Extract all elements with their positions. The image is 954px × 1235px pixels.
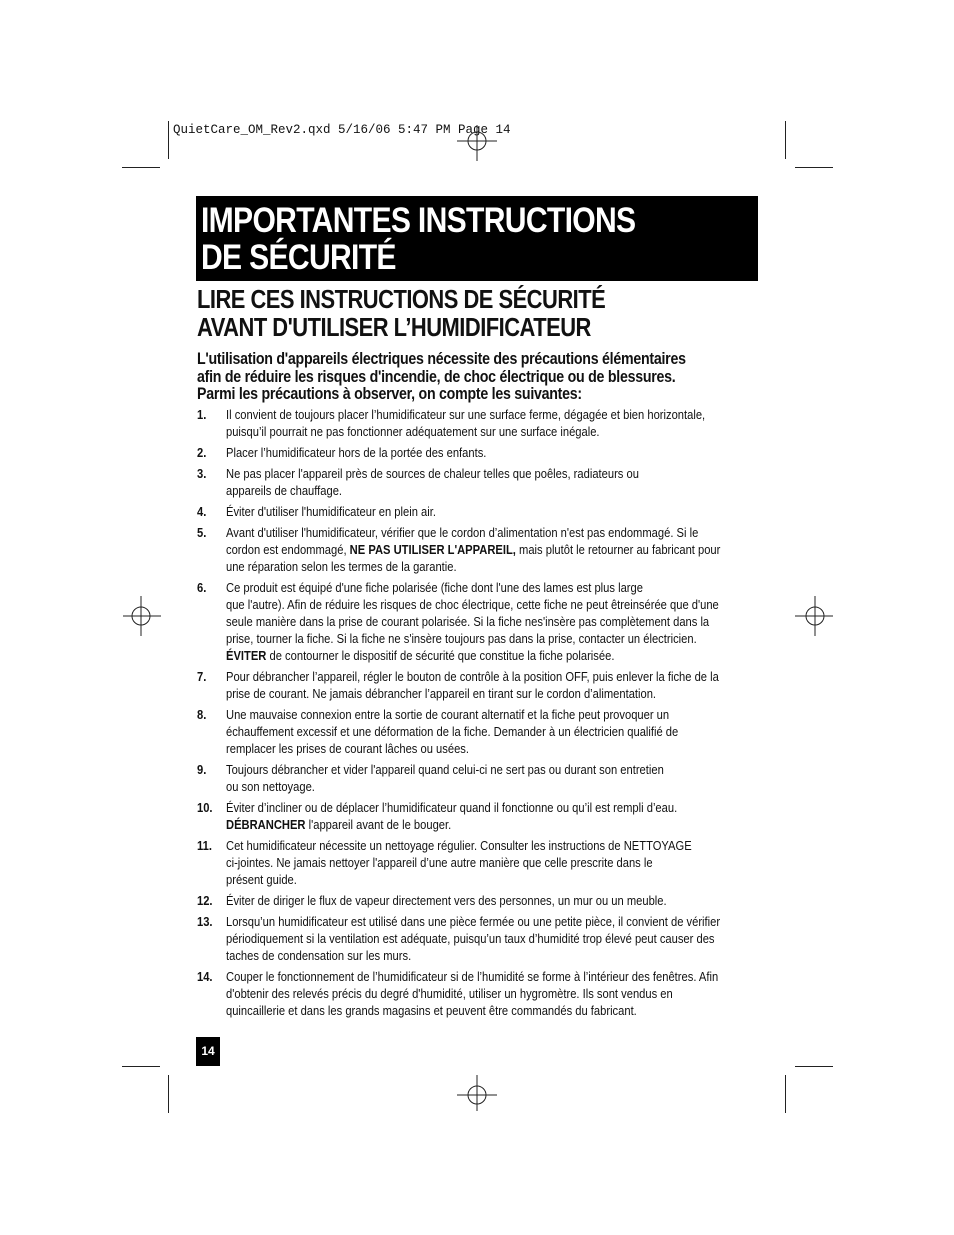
list-item: [197, 706, 837, 757]
item-text: [226, 837, 751, 888]
item-line: présent guide.: [226, 872, 297, 887]
item-line: Éviter de diriger le flux de vapeur directement vers des personnes, un mur ou un meuble.: [226, 893, 667, 908]
list-item: [197, 913, 837, 964]
item-number: 5.: [197, 525, 207, 540]
item-text-run: mais plutôt le retourner au fabricant pour: [515, 542, 721, 557]
item-text: [226, 968, 751, 1019]
item-line: Une mauvaise connexion entre la sortie de courant alternatif et la fiche peut provoquer un: [226, 707, 670, 722]
item-line: Éviter d'utiliser l'humidificateur en plein air.: [226, 504, 436, 519]
item-number: 14.: [197, 969, 213, 984]
intro-line-3: Parmi les précautions à observer, on compte les suivantes:: [197, 385, 582, 403]
page-title-line-1: IMPORTANTES INSTRUCTIONS: [201, 201, 636, 240]
item-text: [226, 668, 751, 702]
list-item: [197, 406, 837, 440]
safety-instructions-list: [197, 406, 837, 1023]
item-line: seule manière dans la prise de courant polarisée. Si la fiche nes'insère pas complètement dans la: [226, 614, 710, 629]
item-line: ci-jointes. Ne jamais nettoyer l'appareil d’une autre manière que celle prescrite dans le: [226, 855, 653, 870]
intro-line-1: L'utilisation d'appareils électriques nécessite des précautions élémentaires: [197, 350, 686, 368]
item-number: 13.: [197, 914, 213, 929]
item-emphasis: NE PAS UTILISER L'APPAREIL,: [349, 542, 516, 557]
subtitle-line-2: AVANT D'UTILISER L’HUMIDIFICATEUR: [197, 314, 591, 342]
crop-mark-top-left-v: [168, 121, 169, 159]
item-line: [226, 816, 751, 833]
intro-paragraph: [197, 351, 686, 404]
item-line: taches de condensation sur les murs.: [226, 948, 412, 963]
section-subtitle: [197, 286, 605, 342]
item-line: Avant d'utiliser l'humidificateur, vérifier que le cordon d’alimentation n'est pas endommagé. Si le: [226, 525, 699, 540]
item-number: 2.: [197, 445, 207, 460]
page-title: [201, 202, 635, 276]
item-line: Lorsqu’un humidificateur est utilisé dans une pièce fermée ou une petite pièce, il convient de vérifier: [226, 914, 721, 929]
list-item: [197, 668, 837, 702]
item-emphasis: ÉVITER: [226, 648, 267, 663]
crop-mark-bottom-right-v: [785, 1075, 786, 1113]
item-text: [226, 503, 751, 520]
item-line: prise de courant. Ne jamais débrancher l’appareil en tirant sur le cordon d’alimentation.: [226, 686, 657, 701]
list-item: [197, 579, 837, 664]
item-text: [226, 524, 751, 575]
crop-mark-bottom-left-h: [122, 1066, 160, 1067]
item-line: Éviter d’incliner ou de déplacer l’humidificateur quand il fonctionne ou qu’il est rempli d’eau.: [226, 800, 678, 815]
item-emphasis: DÉBRANCHER: [226, 817, 306, 832]
item-number: 8.: [197, 707, 207, 722]
item-line: remplacer les prises de courant lâches ou usées.: [226, 741, 469, 756]
list-item: [197, 465, 837, 499]
item-line: échauffement excessif et une déformation de la fiche. Demander à un électricien qualifié de: [226, 724, 679, 739]
item-line: Placer l’humidificateur hors de la portée des enfants.: [226, 445, 487, 460]
list-item: [197, 444, 837, 461]
crop-mark-bottom-left-v: [168, 1075, 169, 1113]
item-line: appareils de chauffage.: [226, 483, 343, 498]
item-line: que l'autre). Afin de réduire les risques de choc électrique, cette fiche ne peut êtreinsérée que d'une: [226, 597, 719, 612]
item-line: Couper le fonctionnement de l’humidificateur si de l’humidité se forme à l’intérieur des fenêtres. Afin: [226, 969, 719, 984]
registration-mark-left-icon: [121, 596, 161, 636]
item-text: [226, 444, 751, 461]
item-line: quincaillerie et dans les grands magasins et peuvent être commandés du fabricant.: [226, 1003, 637, 1018]
item-text: [226, 579, 751, 664]
item-number: 4.: [197, 504, 207, 519]
item-number: 9.: [197, 762, 207, 777]
subtitle-line-1: LIRE CES INSTRUCTIONS DE SÉCURITÉ: [197, 286, 606, 314]
item-line: d'obtenir des relevés précis du degré d'humidité, utiliser un hygromètre. Ils sont vendus en: [226, 986, 673, 1001]
intro-line-2: afin de réduire les risques d'incendie, de choc électrique ou de blessures.: [197, 367, 676, 386]
item-line: une réparation selon les termes de la garantie.: [226, 559, 457, 574]
item-line: ou son nettoyage.: [226, 779, 315, 794]
item-line: Ne pas placer l'appareil près de sources de chaleur telles que poêles, radiateurs ou: [226, 466, 639, 481]
item-number: 6.: [197, 580, 207, 595]
title-banner: [196, 196, 758, 281]
item-text: [226, 892, 751, 909]
crop-mark-bottom-right-h: [795, 1066, 833, 1067]
item-text-run: l'appareil avant de le bouger.: [305, 817, 452, 832]
crop-mark-top-right-v: [785, 121, 786, 159]
crop-mark-top-left-h: [122, 167, 160, 168]
item-line: [226, 647, 751, 664]
item-line: Toujours débrancher et vider l'appareil quand celui-ci ne sert pas ou durant son entretien: [226, 762, 664, 777]
item-number: 11.: [197, 838, 212, 853]
item-line: Il convient de toujours placer l’humidificateur sur une surface ferme, dégagée et bien horizontale,: [226, 407, 706, 422]
registration-mark-top-icon: [457, 121, 497, 161]
item-text: [226, 913, 751, 964]
item-text-run: de contourner le dispositif de sécurité que constitue la fiche polarisée.: [266, 648, 615, 663]
page-title-line-2: DE SÉCURITÉ: [201, 238, 396, 277]
registration-mark-bottom-icon: [457, 1075, 497, 1115]
list-item: [197, 503, 837, 520]
item-line: prise, tourner la fiche. Si la fiche ne s'insère toujours pas dans la prise, contacter un électricien.: [226, 631, 697, 646]
list-item: [197, 761, 837, 795]
item-text: [226, 799, 751, 833]
item-line: Pour débrancher l’appareil, régler le bouton de contrôle à la position OFF, puis enlever la fiche de la: [226, 669, 719, 684]
list-item: [197, 892, 837, 909]
list-item: [197, 799, 837, 833]
item-line: puisqu’il pourrait ne pas fonctionner adéquatement sur une surface inégale.: [226, 424, 600, 439]
item-number: 10.: [197, 800, 213, 815]
print-slug: QuietCare_OM_Rev2.qxd 5/16/06 5:47 PM Page 14: [173, 123, 511, 137]
list-item: [197, 968, 837, 1019]
list-item: [197, 837, 837, 888]
item-number: 3.: [197, 466, 207, 481]
page-number-badge: 14: [196, 1037, 220, 1066]
item-text: [226, 706, 751, 757]
item-text: [226, 761, 751, 795]
item-number: 1.: [197, 407, 207, 422]
list-item: [197, 524, 837, 575]
item-line: [226, 541, 751, 558]
item-text: [226, 406, 751, 440]
item-line: périodiquement si la ventilation est adéquate, puisqu’un taux d’humidité trop élevé peut causer des: [226, 931, 715, 946]
item-line: Cet humidificateur nécessite un nettoyage régulier. Consulter les instructions de NETTOYAGE: [226, 838, 692, 853]
item-text: [226, 465, 751, 499]
item-number: 7.: [197, 669, 207, 684]
crop-mark-top-right-h: [795, 167, 833, 168]
item-line: Ce produit est équipé d'une fiche polarisée (fiche dont l'une des lames est plus large: [226, 580, 643, 595]
item-text-run: cordon est endommagé,: [226, 542, 350, 557]
item-number: 12.: [197, 893, 213, 908]
